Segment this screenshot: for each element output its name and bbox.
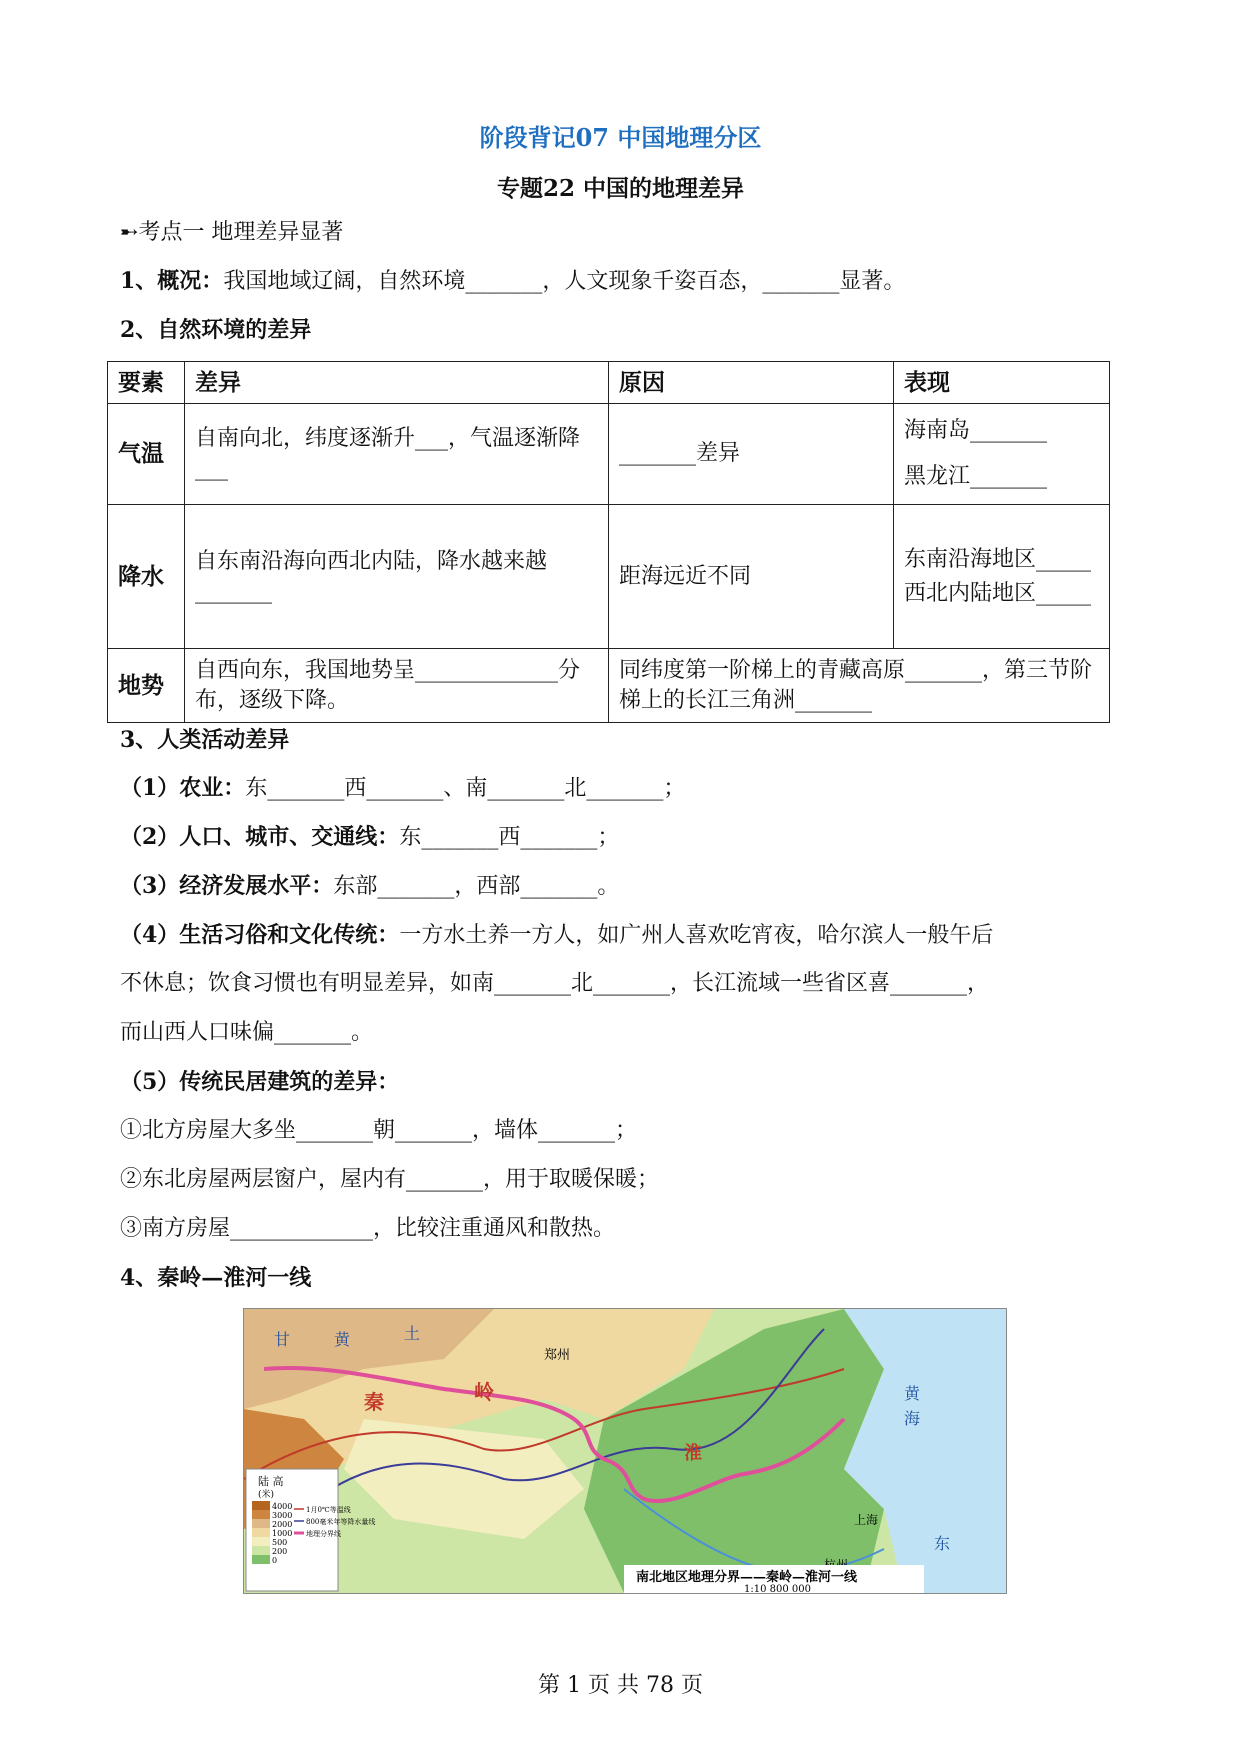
header-reason: 原因 (609, 362, 894, 404)
map-caption: 南北地区地理分界——秦岭—淮河一线 (636, 1570, 858, 1585)
row-show (894, 505, 1110, 649)
legend-line-label: 地理分界线 (306, 1530, 341, 1538)
s3-item-text: 一方水土养一方人，如广州人喜欢吃宵夜，哈尔滨人一般午后 (399, 923, 994, 948)
map-place-ling: 岭 (474, 1380, 494, 1404)
table-row (108, 404, 1110, 505)
section-3-heading: 3、人类活动差异 (120, 727, 290, 753)
section-1 (120, 266, 1130, 297)
legend-level: 3000 (272, 1511, 293, 1520)
legend-level: 0 (272, 1556, 278, 1565)
house-item: ①北方房屋大多坐_______朝_______，墙体_______； (120, 1118, 638, 1143)
row-diff: 自南向北，纬度逐渐升___，气温逐渐降___ (185, 404, 609, 505)
s3-item-text: 东_______西_______、南_______北_______； (245, 776, 686, 801)
house-item: ③南方房屋_____________，比较注重通风和散热。 (120, 1216, 616, 1241)
header-factor: 要素 (108, 362, 185, 404)
row-show-2: 西北内陆地区_____ (904, 580, 1092, 606)
legend-swatch (252, 1546, 270, 1555)
map-place-qin: 秦 (364, 1390, 384, 1414)
row-show (894, 404, 1110, 505)
legend-level: 200 (272, 1547, 288, 1556)
map-place-tu: 土 (404, 1324, 421, 1343)
legend-swatch (252, 1510, 270, 1519)
map-place-huai: 淮 (684, 1443, 702, 1464)
row-show-1: 海南岛_______ (904, 418, 1048, 443)
qinling-huaihe-map (243, 1308, 1007, 1594)
kaodian-text: 考点一 地理差异显著 (138, 220, 344, 245)
map-place-shanghai: 上海 (854, 1513, 879, 1527)
legend-level: 4000 (272, 1502, 293, 1511)
table-row (108, 649, 1110, 723)
section-1-label: 1、概况： (120, 268, 224, 294)
s3-item-label: （1）农业： (120, 775, 246, 801)
s3-item (120, 773, 1130, 804)
section-2-heading: 2、自然环境的差异 (120, 317, 312, 343)
map-place-zhengzhou: 郑州 (544, 1348, 571, 1363)
row-reason: 同纬度第一阶梯上的青藏高原_______，第三节阶梯上的长江三角洲_______ (609, 649, 1110, 723)
legend-line-label: 1月0℃等温线 (306, 1506, 351, 1514)
legend-line-label: 800毫米年等降水量线 (306, 1518, 376, 1526)
row-reason: 距海远近不同 (609, 505, 894, 649)
header-diff: 差异 (185, 362, 609, 404)
table-header-row (108, 362, 1110, 404)
topic-title: 专题22 中国的地理差异 (496, 175, 744, 202)
legend-level: 2000 (272, 1520, 293, 1529)
legend-swatch (252, 1528, 270, 1537)
page-title: 阶段背记07 中国地理分区 (479, 123, 762, 152)
map-place-donghai: 东 (934, 1534, 951, 1553)
s3-item-text: 东_______西_______； (399, 825, 620, 850)
row-factor: 气温 (108, 404, 185, 505)
legend-swatch (252, 1555, 270, 1564)
s3-5-heading: （5）传统民居建筑的差异： (120, 1069, 400, 1095)
page-footer: 第 1 页 共 78 页 (538, 1673, 703, 1698)
legend-level: 1000 (272, 1529, 293, 1538)
row-factor: 地势 (108, 649, 185, 723)
row-diff: 自东南沿海向西北内陆，降水越来越_______ (185, 505, 609, 649)
legend-swatch (252, 1537, 270, 1546)
s3-item (120, 920, 1130, 951)
section-4-heading: 4、秦岭—淮河一线 (120, 1265, 312, 1291)
kaodian-line (120, 218, 1130, 248)
legend-swatch (252, 1519, 270, 1528)
nature-diff-table (107, 361, 1110, 723)
row-diff: 自西向东，我国地势呈_____________分布，逐级下降。 (185, 649, 609, 723)
row-reason: _______差异 (609, 404, 894, 505)
table-row (108, 505, 1110, 649)
s3-item-label: （4）生活习俗和文化传统： (120, 922, 400, 948)
s3-item-cont: 不休息；饮食习惯也有明显差异，如南_______北_______，长江流域一些省区喜_______， (120, 971, 990, 996)
legend-level: 500 (272, 1538, 288, 1547)
house-item: ②东北房屋两层窗户，屋内有_______，用于取暖保暖； (120, 1167, 660, 1192)
row-show-1: 东南沿海地区_____ (904, 546, 1092, 572)
row-factor: 降水 (108, 505, 185, 649)
legend-unit: (米) (258, 1490, 275, 1500)
s3-item-label: （3）经济发展水平： (120, 873, 334, 899)
s3-item-cont: 而山西人口味偏_______。 (120, 1020, 374, 1045)
map-scale: 1:10 800 000 (744, 1584, 811, 1593)
legend-swatch (252, 1501, 270, 1510)
legend-title: 陆 高 (258, 1475, 284, 1488)
map-place-gan: 甘 (274, 1330, 291, 1349)
section-1-text: 我国地域辽阔，自然环境_______，人文现象千姿百态，_______显著。 (223, 269, 906, 294)
map-place-sea-huang: 黄 (904, 1384, 921, 1403)
s3-item (120, 822, 1130, 853)
arrow-icon: ➸ (120, 220, 139, 245)
map-svg (244, 1309, 1006, 1593)
map-place-huang: 黄 (334, 1330, 351, 1349)
map-place-sea-hai: 海 (904, 1409, 921, 1428)
s3-item (120, 871, 1130, 902)
header-show: 表现 (894, 362, 1110, 404)
s3-item-text: 东部_______，西部_______。 (333, 874, 620, 899)
row-show-2: 黑龙江_______ (904, 464, 1048, 489)
s3-item-label: （2）人口、城市、交通线： (120, 824, 400, 850)
